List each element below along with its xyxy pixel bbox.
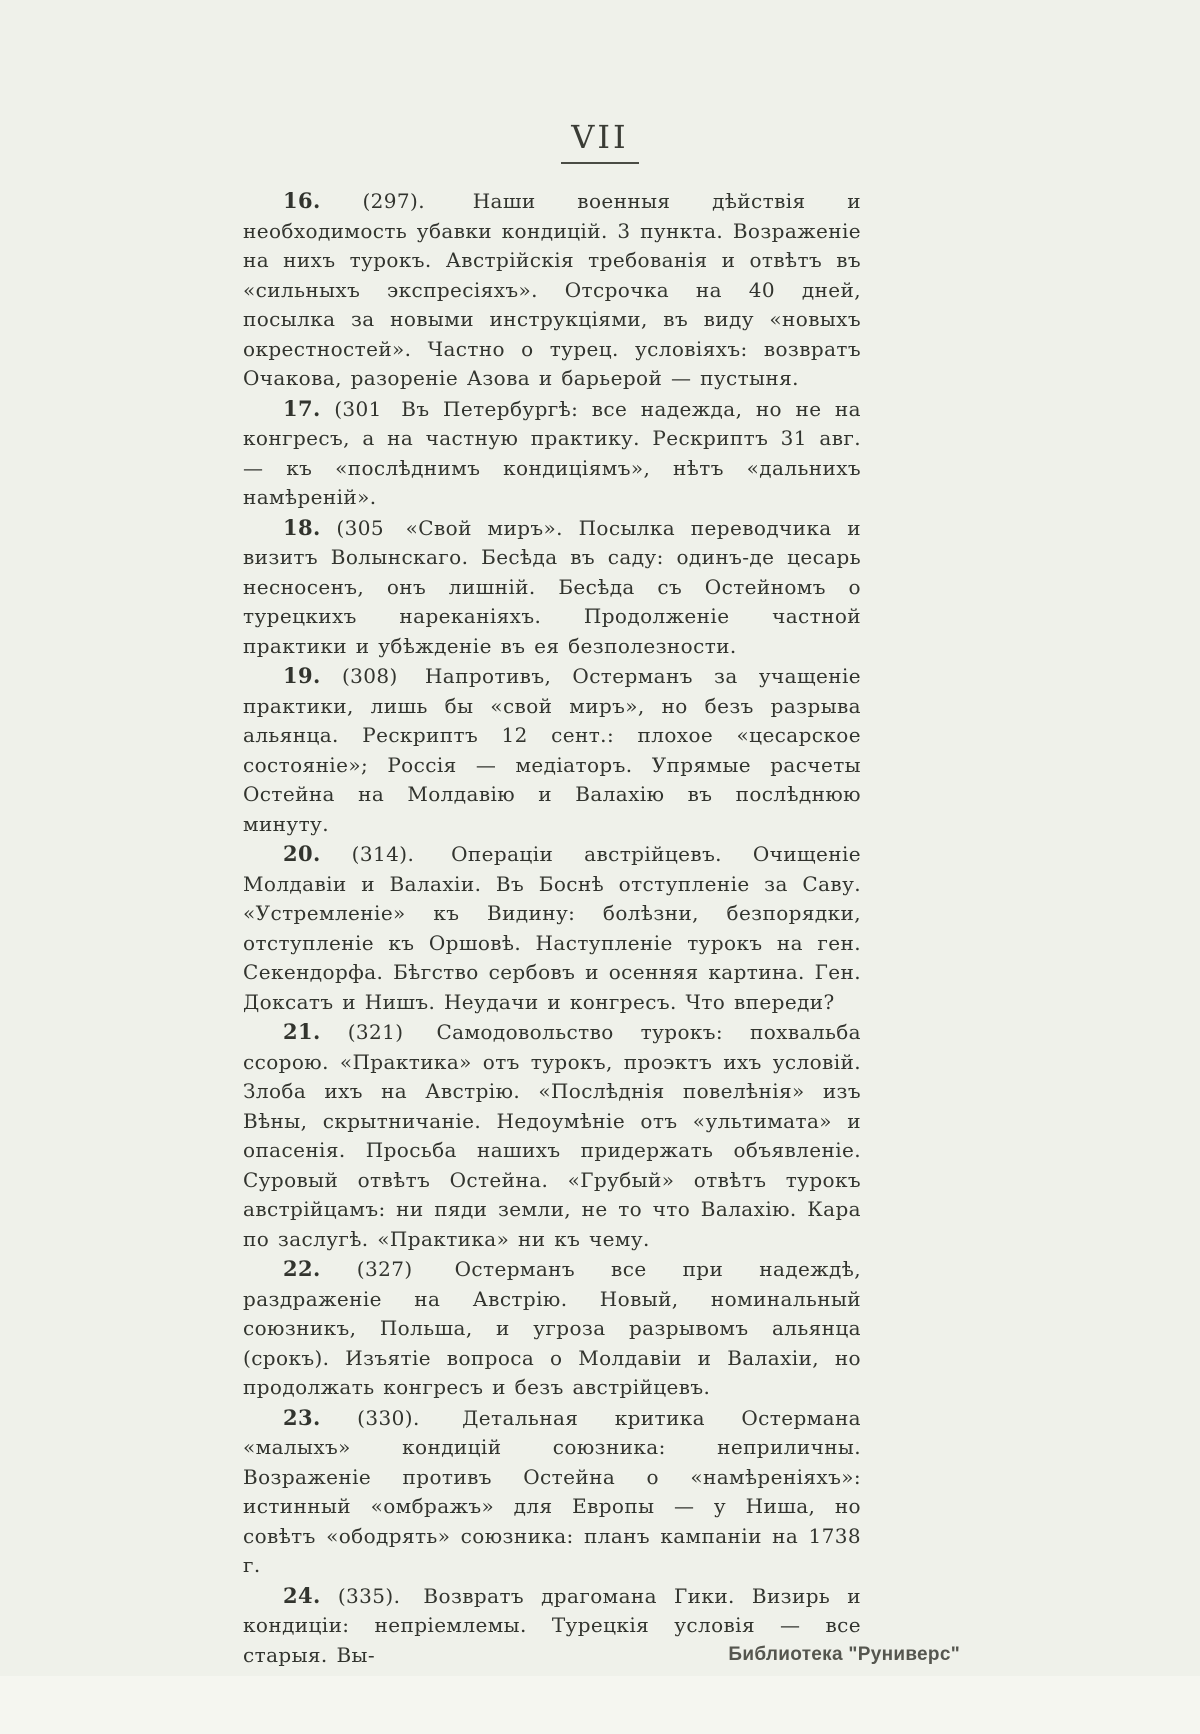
entry-number: 19.	[283, 663, 321, 688]
entry-number: 17.	[283, 395, 321, 421]
toc-entry	[243, 839, 861, 1017]
entry-page-ref: (335).	[337, 1583, 401, 1608]
entry-page-ref: (305	[336, 515, 384, 540]
toc-text-block	[243, 186, 861, 1670]
entry-page-ref: (314).	[351, 842, 415, 866]
toc-entry	[243, 1403, 861, 1581]
entry-page-ref: (308)	[341, 664, 398, 688]
entry-text: Возвратъ драгомана Гики. Визирь и кондиціи: непріемлемы. Турецкія условія — все старыя. Вы-	[243, 1583, 861, 1667]
entry-text: Детальная критика Остермана «малыхъ» кондицій союзника: неприличны. Возраженіе противъ Остейна о «намѣреніяхъ»: истинный «омбражъ» для Европы — у Ниша, но совѣтъ «ободрять» союзника: планъ кампаніи на 1738 г.	[243, 1405, 861, 1577]
toc-entry	[243, 394, 861, 513]
entry-page-ref: (330).	[357, 1405, 420, 1430]
page-heading	[0, 118, 1200, 164]
toc-entry	[243, 1017, 861, 1254]
entry-number: 23.	[283, 1404, 321, 1430]
toc-entry	[243, 513, 861, 662]
toc-entry	[243, 186, 861, 394]
toc-entry	[243, 1254, 861, 1403]
entry-text: Наши военныя дѣйствія и необходимость убавки кондицій. 3 пункта. Возраженіе на нихъ турокъ. Австрійскія требованія и отвѣтъ въ «сильныхъ экспресіяхъ». Отсрочка на 40 дней, посылка за новыми инструкціями, въ виду «новыхъ окрестностей». Частно о турец. условіяхъ: возвратъ Очакова, разореніе Азова и барьерой — пустыня.	[243, 189, 861, 390]
entry-text: Самодовольство турокъ: похвальба ссорою. «Практика» отъ турокъ, проэктъ ихъ условій. Злоба ихъ на Австрію. «Послѣднія повелѣнія» изъ Вѣны, скрытничаніе. Недоумѣніе отъ «ультимата» и опасенія. Просьба нашихъ придержать объявленіе. Суровый отвѣтъ Остейна. «Грубый» отвѣтъ турокъ австрійцамъ: ни пяди земли, не то что Валахію. Кара по заслугѣ. «Практика» ни къ чему.	[243, 1020, 861, 1251]
entry-text: Операціи австрійцевъ. Очищеніе Молдавіи и Валахіи. Въ Боснѣ отступленіе за Саву. «Устремленіе» къ Видину: болѣзни, безпорядки, отступленіе къ Оршовѣ. Наступленіе турокъ на ген. Секендорфа. Бѣгство сербовъ и осенняя картина. Ген. Доксатъ и Нишъ. Неудачи и конгресъ. Что впереди?	[243, 842, 861, 1014]
entry-text: Напротивъ, Остерманъ за учащеніе практики, лишь бы «свой миръ», но безъ разрыва альянца. Рескриптъ 12 сент.: плохое «цесарское состояніе»; Россія — медіаторъ. Упрямые расчеты Остейна на Молдавію и Валахію въ послѣднюю минуту.	[243, 664, 861, 836]
entry-number: 16.	[283, 188, 321, 213]
entry-number: 22.	[283, 1256, 321, 1281]
entry-number: 18.	[283, 514, 321, 540]
entry-number: 21.	[283, 1019, 321, 1044]
entry-text: Въ Петербургѣ: все надежда, но не на конгресъ, а на частную практику. Рескриптъ 31 авг. — къ «послѣднимъ кондиціямъ», нѣтъ «дальнихъ намѣреній».	[243, 396, 861, 509]
entry-text: «Свой миръ». Посылка переводчика и визитъ Волынскаго. Бесѣда въ саду: одинъ-де цесарь несносенъ, онъ лишній. Бесѣда съ Остейномъ о турецкихъ нареканіяхъ. Продолженіе частной практики и убѣжденіе въ ея безполезности.	[243, 515, 861, 658]
entry-text: Остерманъ все при надеждѣ, раздраженіе на Австрію. Новый, номинальный союзникъ, Польша, и угроза разрывомъ альянца (срокъ). Изъятіе вопроса о Молдавіи и Валахіи, но продолжать конгресъ и безъ австрійцевъ.	[243, 1257, 861, 1399]
page-number-roman: VII	[561, 118, 638, 164]
entry-number: 24.	[283, 1582, 321, 1608]
library-watermark: Библиотека "Руниверс"	[728, 1644, 960, 1665]
entry-page-ref: (327)	[356, 1257, 413, 1281]
entry-page-ref: (301	[334, 396, 382, 421]
scan-bottom-band	[0, 1676, 1200, 1734]
entry-page-ref: (297).	[362, 189, 425, 213]
toc-entry	[243, 661, 861, 839]
entry-page-ref: (321)	[347, 1020, 404, 1044]
entry-number: 20.	[283, 841, 321, 866]
